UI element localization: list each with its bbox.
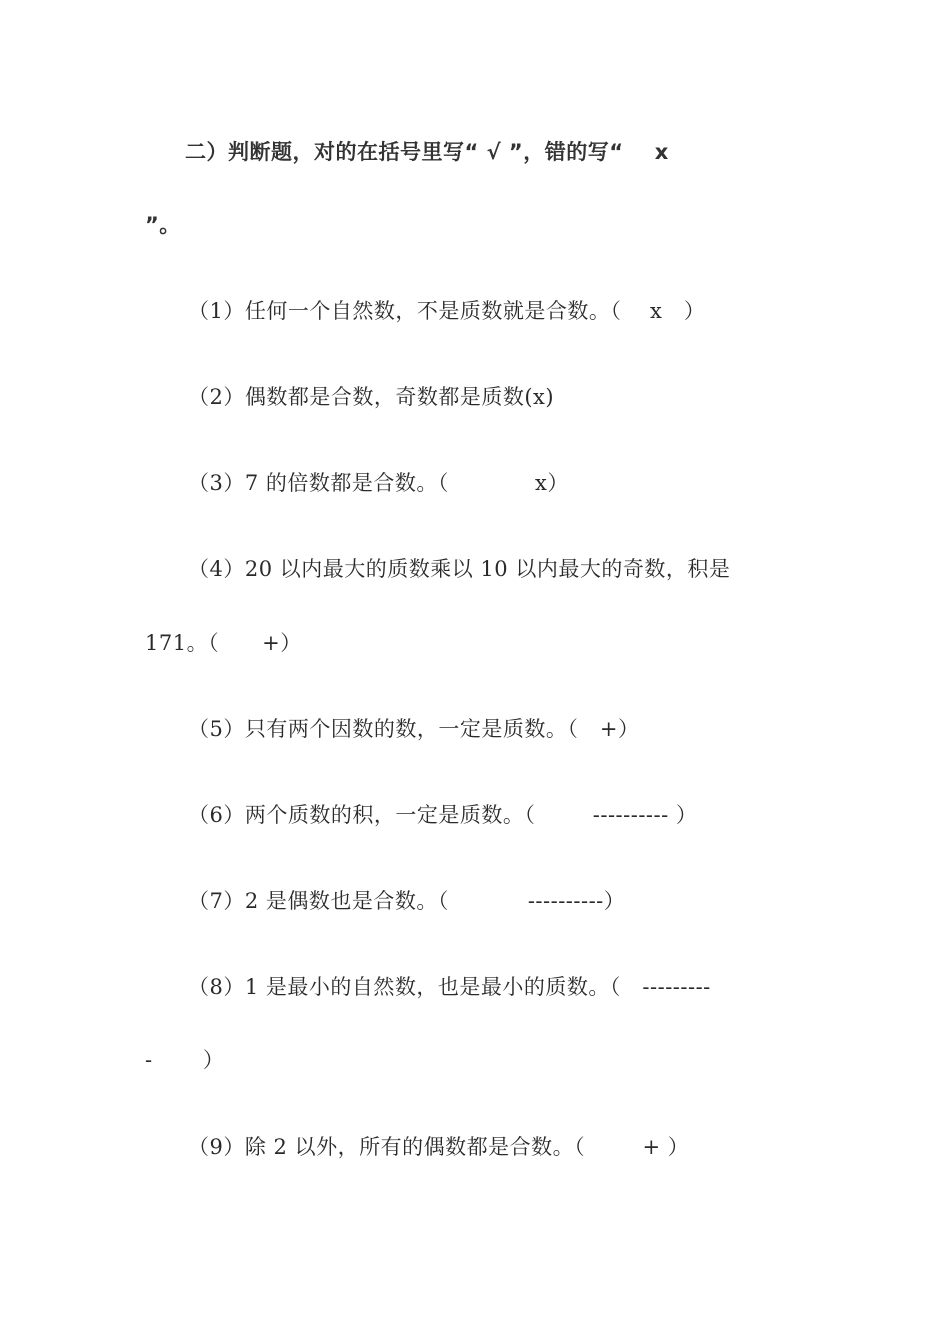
question-9: （9）除 2 以外，所有的偶数都是合数。（ + ） bbox=[188, 1135, 690, 1159]
section-heading-line1: 二）判断题，对的在括号里写“ √ ”，错的写“ x bbox=[185, 140, 669, 164]
question-3: （3）7 的倍数都是合数。（ x） bbox=[188, 471, 569, 495]
question-8: （8）1 是最小的自然数，也是最小的质数。（ --------- bbox=[188, 975, 711, 999]
question-8-continuation: - ） bbox=[145, 1048, 225, 1072]
question-2: （2）偶数都是合数，奇数都是质数(x) bbox=[188, 385, 555, 409]
question-5: （5）只有两个因数的数，一定是质数。（ +） bbox=[188, 717, 640, 741]
question-4-continuation: 171。（ +） bbox=[145, 631, 302, 655]
section-heading-line2: ”。 bbox=[145, 213, 181, 237]
question-1: （1）任何一个自然数，不是质数就是合数。（ x ） bbox=[188, 299, 706, 323]
question-7: （7）2 是偶数也是合数。（ ----------） bbox=[188, 889, 626, 913]
question-6: （6）两个质数的积，一定是质数。（ ---------- ） bbox=[188, 803, 698, 827]
question-4: （4）20 以内最大的质数乘以 10 以内最大的奇数，积是 bbox=[188, 557, 731, 581]
